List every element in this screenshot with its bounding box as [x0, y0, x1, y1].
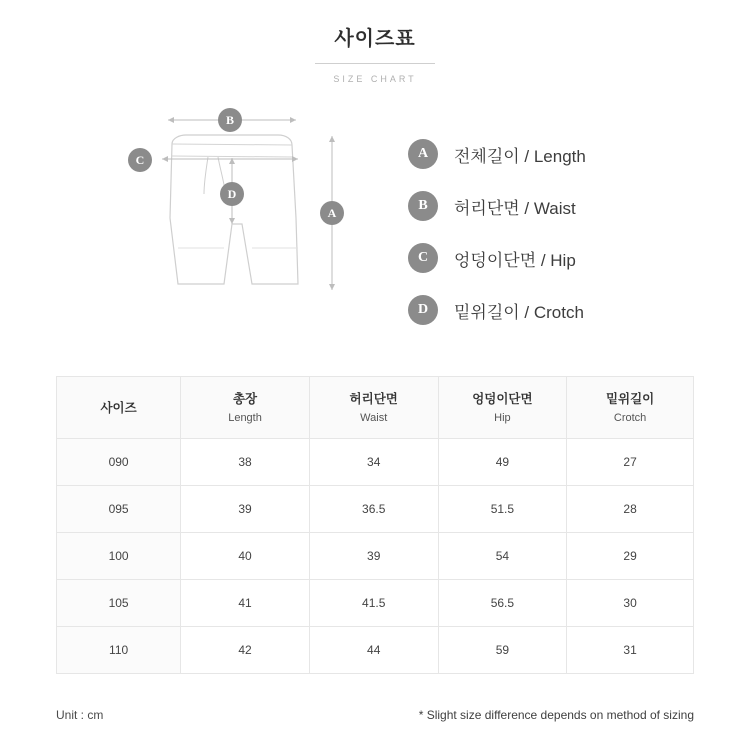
cell-hip: 56.5: [438, 580, 567, 627]
cell-length: 41: [181, 580, 310, 627]
cell-waist: 36.5: [309, 486, 438, 533]
diagram-marker-b-label: B: [225, 112, 234, 127]
legend-badge-b: B: [408, 191, 438, 221]
table-row: [57, 627, 694, 674]
cell-waist: 39: [309, 533, 438, 580]
header: [0, 0, 750, 84]
table-row: [57, 580, 694, 627]
cell-length: 42: [181, 627, 310, 674]
legend-badge-c: C: [408, 243, 438, 273]
cell-waist: 41.5: [309, 580, 438, 627]
diagram-marker-a-label: A: [327, 205, 337, 220]
cell-hip: 54: [438, 533, 567, 580]
col-header-size-ko: 사이즈: [100, 400, 137, 415]
cell-crotch: 27: [567, 439, 694, 486]
cell-crotch: 28: [567, 486, 694, 533]
cell-size: 110: [57, 627, 181, 674]
diagram-marker-a: [320, 201, 344, 225]
cell-size: 095: [57, 486, 181, 533]
diagram-marker-b: [218, 108, 242, 132]
table-row: [57, 486, 694, 533]
title-divider: [315, 63, 435, 64]
legend-label-waist: 허리단면 / Waist: [454, 198, 576, 218]
page-subtitle: SIZE CHART: [333, 74, 417, 84]
col-header-crotch: [567, 377, 694, 439]
sizing-note: * Slight size difference depends on method of sizing: [418, 708, 694, 722]
diagram-marker-d: [220, 182, 244, 206]
col-header-hip: [438, 377, 567, 439]
legend-item-length: [408, 128, 728, 180]
size-table: [56, 376, 694, 674]
col-header-waist: [309, 377, 438, 439]
legend-label-crotch: 밑위길이 / Crotch: [454, 302, 584, 322]
cell-length: 40: [181, 533, 310, 580]
cell-waist: 44: [309, 627, 438, 674]
size-table-wrapper: [56, 376, 694, 674]
cell-crotch: 30: [567, 580, 694, 627]
cell-size: 100: [57, 533, 181, 580]
page-title: 사이즈표: [334, 28, 416, 50]
col-header-waist-en: Waist: [360, 412, 388, 424]
legend-badge-d: D: [408, 295, 438, 325]
col-header-length-en: Length: [228, 412, 262, 424]
table-body: [57, 439, 694, 674]
diagram-marker-c-label: C: [135, 152, 145, 167]
table-header-row: [57, 377, 694, 439]
cell-waist: 34: [309, 439, 438, 486]
cell-size: 090: [57, 439, 181, 486]
cell-length: 39: [181, 486, 310, 533]
cell-hip: 59: [438, 627, 567, 674]
legend-item-hip: [408, 232, 728, 284]
col-header-hip-ko: 엉덩이단면: [472, 392, 533, 406]
unit-label: Unit : cm: [56, 708, 104, 722]
legend: [408, 128, 728, 336]
legend-item-crotch: [408, 284, 728, 336]
diagram-marker-c: [128, 148, 152, 172]
cell-length: 38: [181, 439, 310, 486]
col-header-waist-ko: 허리단면: [349, 392, 398, 406]
diagram-marker-d-label: D: [227, 186, 237, 201]
col-header-size: [57, 377, 181, 439]
cell-crotch: 29: [567, 533, 694, 580]
cell-hip: 51.5: [438, 486, 567, 533]
diagram-legend-section: [0, 98, 750, 348]
legend-item-waist: [408, 180, 728, 232]
legend-label-hip: 엉덩이단면 / Hip: [454, 250, 576, 270]
footer: [56, 708, 694, 722]
cell-hip: 49: [438, 439, 567, 486]
col-header-length-ko: 총장: [232, 392, 258, 406]
shorts-diagram: [120, 98, 400, 338]
col-header-crotch-ko: 밑위길이: [605, 392, 655, 406]
col-header-crotch-en: Crotch: [613, 412, 647, 424]
cell-crotch: 31: [567, 627, 694, 674]
table-row: [57, 533, 694, 580]
table-head: [57, 377, 694, 439]
col-header-hip-en: Hip: [494, 412, 511, 424]
cell-size: 105: [57, 580, 181, 627]
table-row: [57, 439, 694, 486]
legend-label-length: 전체길이 / Length: [454, 146, 586, 166]
legend-badge-a: A: [408, 139, 438, 169]
col-header-length: [181, 377, 310, 439]
